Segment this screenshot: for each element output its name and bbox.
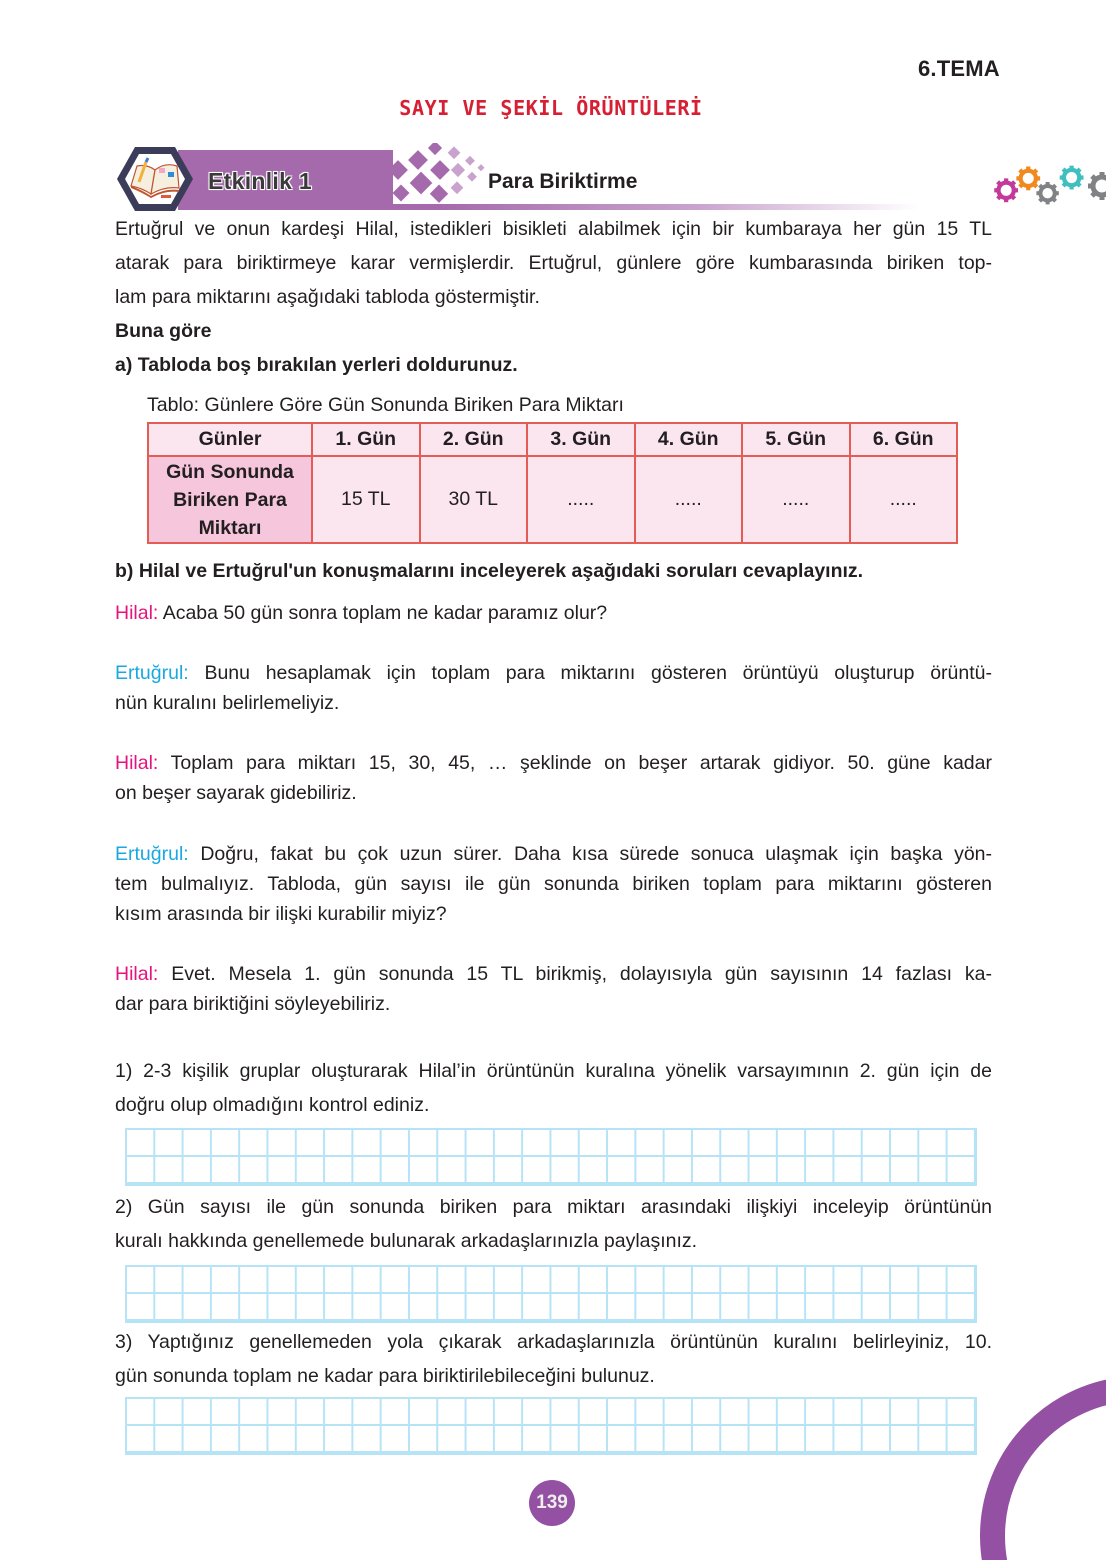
column-header: 4. Gün bbox=[635, 423, 743, 456]
table-cell: 30 TL bbox=[420, 456, 528, 543]
table-values-row bbox=[148, 456, 957, 543]
dialogue-text: kısım arasında bir ilişki kurabilir miyiz? bbox=[115, 903, 447, 925]
activity-title: Para Biriktirme bbox=[488, 170, 638, 193]
theme-label: 6.TEMA bbox=[918, 56, 1000, 81]
decorative-diamonds-icon bbox=[375, 143, 495, 209]
question-text: 3) Yaptığınız genellemeden yola çıkarak arkadaşlarınızla örüntünün kuralını belirleyiniz, 10. bbox=[115, 1331, 992, 1353]
column-header: 1. Gün bbox=[312, 423, 420, 456]
speaker-ertugrul: Ertuğrul: bbox=[115, 662, 189, 684]
table-cell: 15 TL bbox=[312, 456, 420, 543]
table-caption: Tablo: Günlere Göre Gün Sonunda Biriken Para Miktarı bbox=[147, 394, 624, 416]
task-a-heading: a) Tabloda boş bırakılan yerleri doldurunuz. bbox=[115, 354, 518, 376]
table-cell-blank[interactable]: ..... bbox=[527, 456, 635, 543]
dialogue-text: dar para biriktiğini söyleyebiliriz. bbox=[115, 993, 391, 1015]
column-header: 2. Gün bbox=[420, 423, 528, 456]
dialogue-text: Evet. Mesela 1. gün sonunda 15 TL birikmiş, dolayısıyla gün sayısının 14 fazlası ka- bbox=[171, 963, 992, 985]
question-2 bbox=[115, 1190, 992, 1258]
question-text: kuralı hakkında genellemede bulunarak arkadaşlarınızla paylaşınız. bbox=[115, 1230, 698, 1252]
question-text: 1) 2-3 kişilik gruplar oluşturarak Hilal’in örüntünün kuralına yönelik varsayımının 2. gün için de bbox=[115, 1060, 992, 1082]
speaker-hilal: Hilal: bbox=[115, 963, 159, 985]
answer-grid-3[interactable] bbox=[125, 1397, 977, 1455]
table-cell-blank[interactable]: ..... bbox=[742, 456, 850, 543]
question-text: 2) Gün sayısı ile gün sonunda biriken para miktarı arasındaki ilişkiyi inceleyip örüntünün bbox=[115, 1196, 992, 1218]
task-b-text: b) Hilal ve Ertuğrul'un konuşmalarını inceleyerek aşağıdaki soruları cevaplayınız. bbox=[115, 560, 864, 582]
intro-line: atarak para biriktirmeye karar vermişlerdir. Ertuğrul, günlere göre kumbarasında biriken top- bbox=[115, 252, 992, 274]
table-cell-blank[interactable]: ..... bbox=[850, 456, 958, 543]
answer-grid-1[interactable] bbox=[125, 1128, 977, 1186]
page-title-text: SAYI VE ŞEKİL ÖRÜNTÜLERİ bbox=[399, 96, 703, 120]
dialogue-text: Acaba 50 gün sonra toplam ne kadar paramız olur? bbox=[162, 602, 608, 624]
question-1 bbox=[115, 1054, 992, 1122]
row-header-days: Günler bbox=[148, 423, 312, 456]
question-text: gün sonunda toplam ne kadar para biriktirilebileceğini bulunuz. bbox=[115, 1365, 655, 1387]
row-header-line: Biriken Para bbox=[173, 489, 287, 511]
dialogue-hilal-1 bbox=[115, 598, 992, 628]
column-header: 5. Gün bbox=[742, 423, 850, 456]
table-header-row bbox=[148, 423, 957, 456]
dialogue-text: Doğru, fakat bu çok uzun sürer. Daha kısa sürede sonuca ulaşmak için başka yön- bbox=[200, 843, 992, 865]
answer-grid-2[interactable] bbox=[125, 1265, 977, 1323]
table-cell-blank[interactable]: ..... bbox=[635, 456, 743, 543]
dialogue-text: tem bulmalıyız. Tabloda, gün sayısı ile gün sonunda biriken toplam para miktarını gösteren bbox=[115, 873, 992, 895]
buna-gore-label: Buna göre bbox=[115, 320, 212, 342]
question-3 bbox=[115, 1325, 992, 1393]
intro-line: lam para miktarını aşağıdaki tabloda göstermiştir. bbox=[115, 286, 540, 308]
gears-icon bbox=[990, 158, 1106, 210]
dialogue-ertugrul-2 bbox=[115, 839, 992, 929]
intro-paragraph bbox=[115, 212, 992, 382]
dialogue-text: nün kuralını belirlemeliyiz. bbox=[115, 692, 340, 714]
speaker-ertugrul: Ertuğrul: bbox=[115, 843, 189, 865]
page-title bbox=[0, 96, 1106, 120]
activity-label: Etkinlik 1 bbox=[208, 168, 312, 194]
speaker-hilal: Hilal: bbox=[115, 602, 159, 624]
task-b-heading bbox=[115, 554, 992, 588]
row-header-line: Gün Sonunda bbox=[166, 461, 294, 483]
dialogue-hilal-2 bbox=[115, 748, 992, 808]
page-number: 139 bbox=[529, 1480, 575, 1526]
dialogue-ertugrul-1 bbox=[115, 658, 992, 718]
savings-table bbox=[147, 422, 958, 544]
dialogue-text: Bunu hesaplamak için toplam para miktarını gösteren örüntüyü oluşturup örüntü- bbox=[204, 662, 992, 684]
dialogue-hilal-3 bbox=[115, 959, 992, 1019]
row-header-line: Miktarı bbox=[198, 517, 262, 539]
column-header: 3. Gün bbox=[527, 423, 635, 456]
dialogue-text: Toplam para miktarı 15, 30, 45, … şeklinde on beşer artarak gidiyor. 50. güne kadar bbox=[170, 752, 992, 774]
open-book-icon bbox=[115, 144, 195, 214]
speaker-hilal: Hilal: bbox=[115, 752, 159, 774]
decorative-arc bbox=[980, 1376, 1106, 1560]
row-header-amount bbox=[148, 456, 312, 543]
column-header: 6. Gün bbox=[850, 423, 958, 456]
dialogue-text: on beşer sayarak gidebiliriz. bbox=[115, 782, 357, 804]
intro-line: Ertuğrul ve onun kardeşi Hilal, istedikleri bisikleti alabilmek için bir kumbaraya her gün 15 TL bbox=[115, 218, 992, 240]
question-text: doğru olup olmadığını kontrol ediniz. bbox=[115, 1094, 430, 1116]
